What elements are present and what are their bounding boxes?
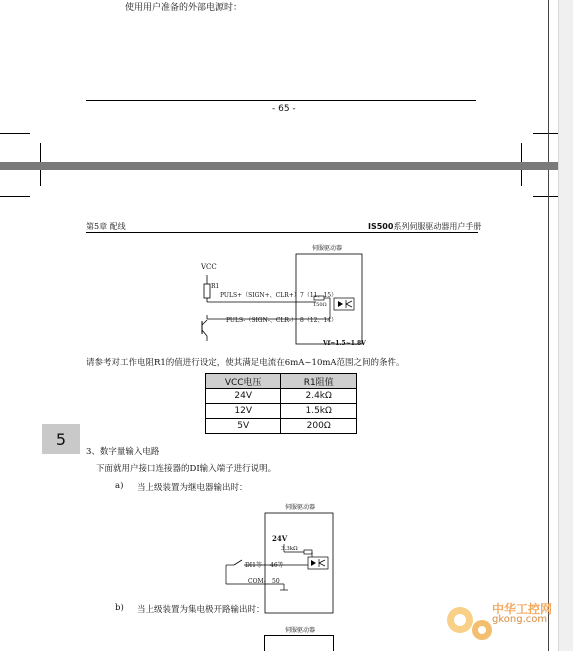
intro-text: 使用用户准备的外部电源时：: [125, 3, 243, 13]
vf-label: Vf=1.5~1.8V: [323, 340, 366, 347]
driver-box-title: 伺服驱动器: [312, 245, 343, 252]
header-manual-rest: 系列伺服驱动器用户手册: [393, 222, 482, 231]
page-separator: [0, 162, 573, 170]
table-cell: 5V: [206, 419, 281, 434]
crop-mark: [40, 143, 41, 162]
r1-label: R1: [211, 283, 220, 290]
puls-minus-label: PULS-（SIGN-、CLR-）: [226, 317, 298, 324]
section-intro: 下面就用户接口连接器的DI输入端子进行说明。: [96, 464, 277, 474]
puls-plus-label: PULS+（SIGN+、CLR+）: [220, 292, 300, 299]
table-row: [206, 404, 357, 419]
crop-mark: [0, 133, 30, 134]
item-b-marker: b): [115, 603, 124, 613]
table-header-row: [206, 374, 357, 389]
vertical-scrollbar[interactable]: [558, 0, 573, 651]
page-edge: [548, 170, 549, 651]
table-cell: 200Ω: [281, 419, 357, 434]
driver-box: [264, 635, 334, 651]
puls-plus-pins: 7（11、15）: [300, 292, 338, 299]
com-pin: 50: [272, 578, 280, 585]
page-65: [40, 0, 522, 162]
vcc-label: VCC: [201, 263, 217, 271]
resistor-150-label: 150Ω: [313, 302, 327, 308]
r1-value-table: [205, 373, 357, 434]
header-rule: [86, 232, 478, 233]
driver-box: [296, 254, 362, 344]
footer-rule: [86, 100, 476, 101]
watermark-line2: gkong.com: [492, 614, 548, 625]
table-cell: 12V: [206, 404, 281, 419]
driver-box-title: 伺服驱动器: [285, 504, 316, 511]
item-a-text: 当上级装置为继电器输出时：: [137, 483, 248, 493]
di-pin: 46等: [270, 562, 284, 569]
header-chapter: 第5章 配线: [86, 222, 126, 231]
resistor-r1: [204, 284, 210, 298]
chapter-tab: 5: [42, 424, 80, 454]
di-label: DI1等: [245, 562, 262, 569]
item-a-marker: a): [115, 481, 124, 491]
relay-switch: [234, 560, 242, 565]
crop-mark: [521, 143, 522, 162]
table-cell: 2.4kΩ: [281, 389, 357, 404]
optocoupler: [334, 298, 354, 310]
resistor-33k-label: 3.3kΩ: [281, 546, 298, 552]
section-heading: 3、数字量输入电路: [86, 447, 160, 457]
table-row: [206, 389, 357, 404]
driver-box-title: 伺服驱动器: [285, 627, 316, 634]
header-manual: [368, 221, 481, 232]
r1-paragraph: 请参考对工作电阻R1的值进行设定，使其满足电流在6mA~10mA范围之间的条件。: [86, 358, 405, 368]
com-label: COM-: [248, 578, 266, 585]
watermark-line1: 中华工控网: [492, 602, 553, 616]
crop-mark: [533, 133, 559, 134]
item-b-text: 当上级装置为集电极开路输出时：: [137, 605, 265, 615]
table-cell: 24V: [206, 389, 281, 404]
page-66: [0, 170, 548, 651]
v24-label: 24V: [272, 534, 288, 543]
table-header-cell: VCC电压: [206, 374, 281, 389]
page-edge: [548, 0, 549, 162]
puls-minus-pins: 8（12、14）: [300, 317, 338, 324]
page-number: - 65 -: [272, 104, 296, 114]
header-manual-bold: IS500: [368, 222, 394, 231]
table-row: [206, 419, 357, 434]
table-header-cell: R1阻值: [281, 374, 357, 389]
table-cell: 1.5kΩ: [281, 404, 357, 419]
gear-icon: [447, 607, 492, 640]
